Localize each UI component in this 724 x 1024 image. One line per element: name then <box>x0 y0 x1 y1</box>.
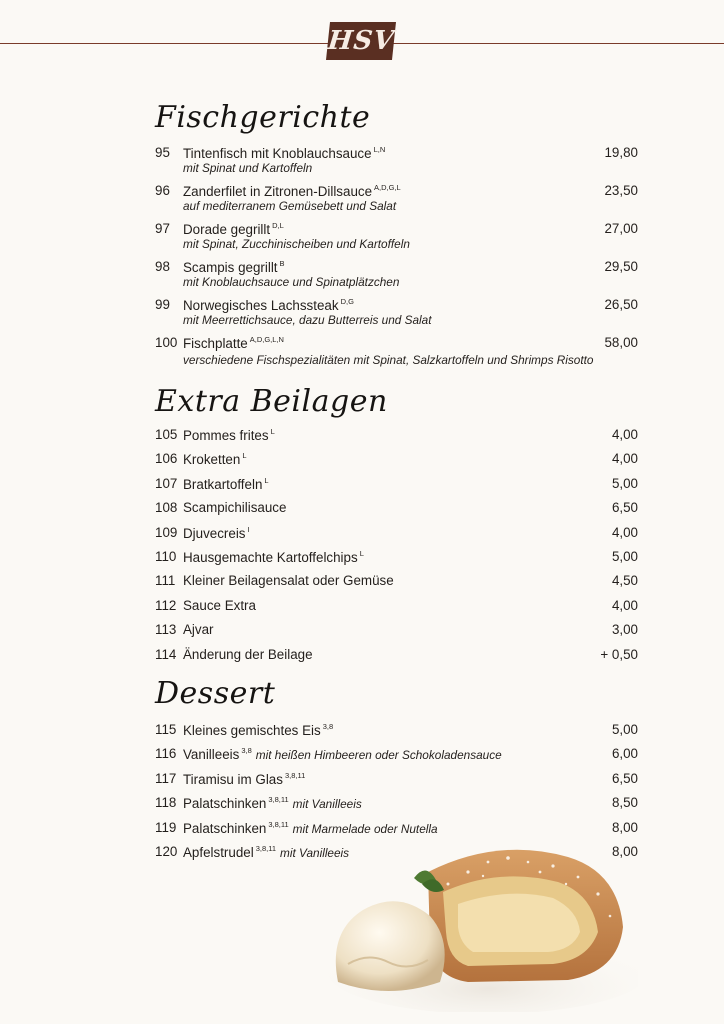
menu-item <box>0 746 724 766</box>
item-name: Sauce Extra <box>183 598 256 613</box>
item-number: 108 <box>155 500 178 515</box>
allergen-codes: D,L <box>272 221 284 230</box>
item-description: verschiedene Fischspezialitäten mit Spinat, Salzkartoffeln und Shrimps Risotto <box>183 353 594 367</box>
item-price: 58,00 <box>604 335 638 350</box>
item-name: Palatschinken $^{3,8,11}$ mit Vanilleeis <box>183 795 362 811</box>
apfelstrudel-image <box>318 832 638 1012</box>
item-name: Kleines gemischtes Eis $^{3,8}$ <box>183 722 334 738</box>
item-name: Scampis gegrillt $^B$ <box>183 259 285 275</box>
item-number: 97 <box>155 221 170 236</box>
allergen-codes: 3,8,11 <box>268 820 289 829</box>
item-number: 117 <box>155 771 177 786</box>
item-number: 113 <box>155 622 177 637</box>
section-title-dessert: Dessert <box>155 676 276 711</box>
menu-item <box>0 525 724 545</box>
item-name: Palatschinken $^{3,8,11}$ mit Marmelade oder Nutella <box>183 820 438 836</box>
menu-item <box>0 549 724 569</box>
item-price: 26,50 <box>604 297 638 312</box>
item-number: 105 <box>155 427 178 442</box>
item-description: mit Spinat und Kartoffeln <box>183 161 313 175</box>
menu-item <box>0 145 724 175</box>
item-price: 5,00 <box>611 476 638 491</box>
allergen-codes: D,G <box>340 297 354 306</box>
item-name: Djuvecreis $^I$ <box>183 525 250 541</box>
item-price: 6,50 <box>611 500 638 515</box>
item-number: 120 <box>155 844 178 859</box>
item-price: 5,00 <box>611 722 638 737</box>
item-price: 27,00 <box>604 221 638 236</box>
hsv-logo: HSV <box>326 22 396 60</box>
menu-item <box>0 500 724 520</box>
item-number: 115 <box>155 722 177 737</box>
menu-item <box>0 451 724 471</box>
item-price: 4,00 <box>611 598 638 613</box>
menu-item <box>0 476 724 496</box>
item-number: 98 <box>155 259 170 274</box>
allergen-codes: 3,8,11 <box>268 795 289 804</box>
item-number: 107 <box>155 476 178 491</box>
item-name: Zanderfilet in Zitronen-Dillsauce $^{A,D,G,L}$ <box>183 183 401 199</box>
item-description: mit Meerrettichsauce, dazu Butterreis und Salat <box>183 313 432 327</box>
item-description: mit Knoblauchsauce und Spinatplätzchen <box>183 275 400 289</box>
allergen-codes: L <box>242 451 247 460</box>
item-number: 118 <box>155 795 177 810</box>
menu-item <box>0 722 724 742</box>
item-price: 3,00 <box>611 622 638 637</box>
item-number: 109 <box>155 525 178 540</box>
item-number: 110 <box>155 549 177 564</box>
item-name: Pommes frites $^L$ <box>183 427 275 443</box>
item-description: mit Vanilleeis <box>280 846 350 860</box>
item-name: Änderung der Beilage <box>183 647 313 662</box>
menu-item <box>0 647 724 667</box>
item-price: 8,00 <box>611 844 638 859</box>
menu-item <box>0 598 724 618</box>
item-name: Bratkartoffeln $^L$ <box>183 476 269 492</box>
item-description: auf mediterranem Gemüsebett und Salat <box>183 199 397 213</box>
item-number: 116 <box>155 746 177 761</box>
item-price: 4,50 <box>611 573 638 588</box>
item-price: 4,00 <box>611 525 638 540</box>
menu-item <box>0 795 724 815</box>
item-number: 111 <box>155 573 176 588</box>
item-price: 6,50 <box>611 771 638 786</box>
item-price: 5,00 <box>611 549 638 564</box>
item-name: Scampichilisauce <box>183 500 287 515</box>
allergen-codes: L <box>270 427 275 436</box>
item-price: 4,00 <box>611 427 638 442</box>
allergen-codes: A,D,G,L <box>374 183 401 192</box>
allergen-codes: B <box>279 259 285 268</box>
item-price: 4,00 <box>611 451 638 466</box>
item-name: Dorade gegrillt $^{D,L}$ <box>183 221 284 237</box>
allergen-codes: L,N <box>373 145 386 154</box>
menu-item <box>0 183 724 213</box>
item-number: 96 <box>155 183 170 198</box>
item-name: Norwegisches Lachssteak $^{D,G}$ <box>183 297 354 313</box>
item-number: 100 <box>155 335 178 350</box>
allergen-codes: L <box>264 476 269 485</box>
item-price: 19,80 <box>604 145 638 160</box>
item-price: 8,50 <box>611 795 638 810</box>
menu-item <box>0 573 724 593</box>
menu-item <box>0 297 724 327</box>
item-number: 114 <box>155 647 177 662</box>
menu-item <box>0 335 724 367</box>
item-name: Hausgemachte Kartoffelchips $^L$ <box>183 549 364 565</box>
item-price: 23,50 <box>604 183 638 198</box>
item-name: Kroketten $^L$ <box>183 451 247 467</box>
item-number: 99 <box>155 297 170 312</box>
item-number: 95 <box>155 145 170 160</box>
item-description: mit Vanilleeis <box>292 797 362 811</box>
menu-item <box>0 622 724 642</box>
item-price: + 0,50 <box>600 647 638 662</box>
allergen-codes: 3,8,11 <box>284 771 306 780</box>
menu-item <box>0 221 724 251</box>
allergen-codes: 3,8 <box>322 722 334 731</box>
item-name: Ajvar <box>183 622 214 637</box>
item-description: mit Spinat, Zucchinischeiben und Kartoffeln <box>183 237 410 251</box>
item-description: mit heißen Himbeeren oder Schokoladensauce <box>255 748 502 762</box>
allergen-codes: 3,8,11 <box>255 844 277 853</box>
item-price: 29,50 <box>604 259 638 274</box>
item-number: 112 <box>155 598 177 613</box>
section-title-extra-beilagen: Extra Beilagen <box>155 384 388 419</box>
menu-item <box>0 427 724 447</box>
item-name: Apfelstrudel $^{3,8,11}$ mit Vanilleeis <box>183 844 350 860</box>
item-description: mit Marmelade oder Nutella <box>292 822 438 836</box>
item-name: Tiramisu im Glas $^{3,8,11}$ <box>183 771 306 787</box>
item-name: Vanilleeis $^{3,8}$ mit heißen Himbeeren oder Schokoladensauce <box>183 746 502 762</box>
allergen-codes: A,D,G,L,N <box>249 335 284 344</box>
allergen-codes: 3,8 <box>241 746 252 755</box>
item-number: 119 <box>155 820 177 835</box>
item-name: Fischplatte $^{A,D,G,L,N}$ <box>183 335 284 351</box>
item-price: 6,00 <box>611 746 638 761</box>
allergen-codes: L <box>359 549 364 558</box>
menu-item <box>0 259 724 289</box>
allergen-codes: I <box>247 525 250 534</box>
menu-item <box>0 771 724 791</box>
item-number: 106 <box>155 451 178 466</box>
section-title-fischgerichte: Fischgerichte <box>155 100 371 135</box>
item-name: Kleiner Beilagensalat oder Gemüse <box>183 573 394 588</box>
item-price: 8,00 <box>611 820 638 835</box>
item-name: Tintenfisch mit Knoblauchsauce $^{L,N}$ <box>183 145 386 161</box>
